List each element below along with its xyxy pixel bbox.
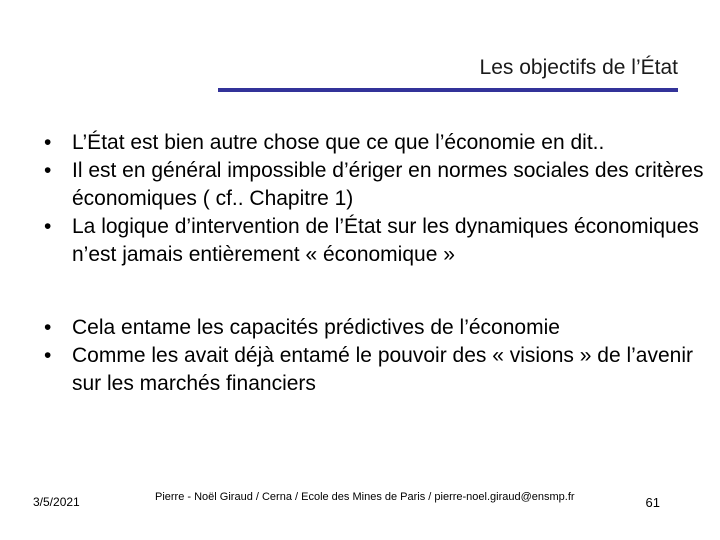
bullet-text: Cela entame les capacités prédictives de l’économie bbox=[72, 316, 560, 339]
title-underline bbox=[218, 88, 678, 92]
bullet-text: La logique d’intervention de l’État sur les dynamiques économiques n’est jamais entièrement « économique » bbox=[72, 215, 699, 266]
bullet-icon: • bbox=[44, 344, 52, 367]
bullet-item bbox=[44, 129, 704, 157]
bullet-text: L’État est bien autre chose que ce que l’économie en dit.. bbox=[72, 131, 605, 154]
bullet-icon: • bbox=[44, 159, 52, 182]
bullet-item bbox=[44, 157, 704, 213]
footer-date: 3/5/2021 bbox=[33, 495, 80, 509]
bullet-text: Il est en général impossible d’ériger en normes sociales des critères économiques ( cf.. Chapitre 1) bbox=[72, 159, 704, 210]
footer-author: Pierre - Noël Giraud / Cerna / Ecole des Mines de Paris / pierre-noel.giraud@ensmp.fr bbox=[155, 491, 575, 503]
bullet-item bbox=[44, 213, 704, 269]
bullet-icon: • bbox=[44, 316, 52, 339]
bullet-icon: • bbox=[44, 215, 52, 238]
page-number: 61 bbox=[645, 495, 660, 510]
bullet-icon: • bbox=[44, 131, 52, 154]
bullet-spacer bbox=[44, 269, 704, 314]
bullet-list bbox=[44, 129, 704, 398]
bullet-text: Comme les avait déjà entamé le pouvoir des « visions » de l’avenir sur les marchés financiers bbox=[72, 344, 693, 395]
slide-title: Les objectifs de l’État bbox=[479, 56, 678, 79]
bullet-item bbox=[44, 342, 704, 398]
bullet-item bbox=[44, 314, 704, 342]
